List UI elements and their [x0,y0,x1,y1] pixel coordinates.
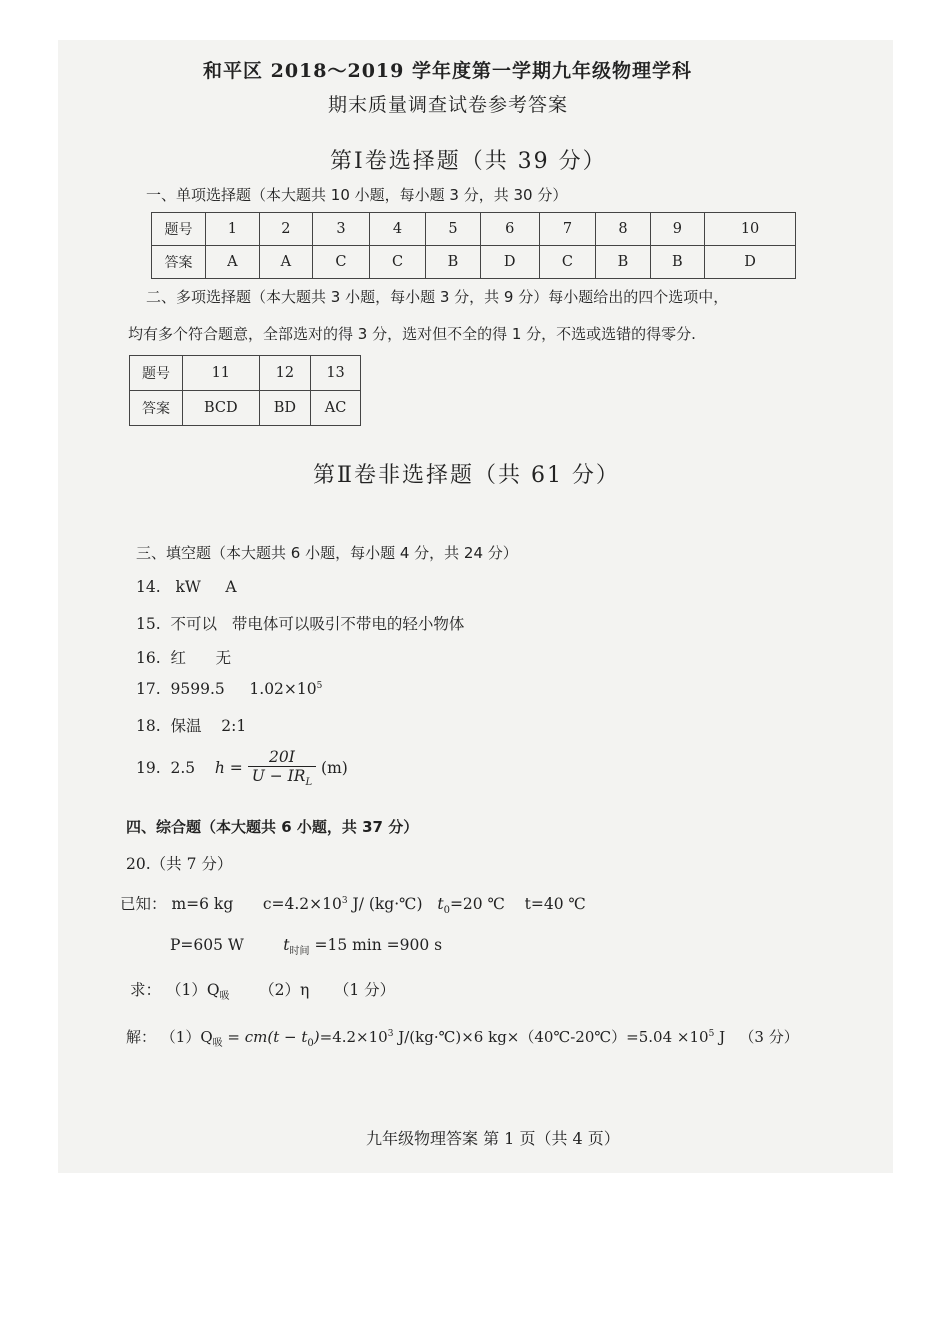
answer-text: 9599.5 [170,680,225,698]
find-label: 求： [130,981,162,999]
subscript: L [305,777,313,789]
row-label: 题号 [152,213,206,246]
answer-text: 带电体可以吸引不带电的轻小物体 [231,615,465,633]
exponent: 5 [316,680,323,691]
answer-cell: BCD [183,391,260,426]
answer-cell: B [596,246,650,279]
subscript: 0 [443,905,450,917]
answer-15 [136,612,464,634]
answer-19 [136,748,348,788]
answer-16 [136,646,231,668]
known-initial-temp: =20 ℃ [449,895,505,913]
calculation: J/(kg·℃)×6 kg×（40℃-20℃）=5.04 ×10 [393,1028,709,1046]
page-footer: 九年级物理答案 第 1 页（共 4 页） [366,1129,620,1148]
question-number: 12 [259,356,310,391]
question-number: 2 [259,213,313,246]
calculation-unit: J [714,1028,726,1046]
scanned-page [58,40,893,1173]
subscript: 时间 [289,946,310,958]
title-line-1: 和平区 2018～2019 学年度第一学期九年级物理学科 [203,60,692,82]
known-mass: m=6 kg [171,895,234,913]
q20-title: 20.（共 7 分） [126,855,233,873]
q20-find [130,978,395,1002]
answer-cell: C [539,246,596,279]
part2-heading: 第Ⅱ卷非选择题（共 61 分） [313,463,620,488]
question-number: 10 [705,213,796,246]
exponent: 3 [387,1029,394,1039]
known-time: =15 min =900 s [314,936,443,954]
answer-text: 2.5 [170,759,196,778]
answer-text: kW [175,578,201,596]
formula-end: ) [313,1028,320,1046]
find-item: （2）η [259,981,310,999]
question-number: 15. [136,615,161,633]
question-number: 11 [183,356,260,391]
known-specific-heat-unit: J/ (kg·℃) [347,895,423,913]
answer-text: 保温 [170,717,202,735]
exponent: 3 [341,895,348,906]
answer-cell: B [650,246,704,279]
row-label: 题号 [130,356,183,391]
table-row [152,213,796,246]
answer-text: 红 [170,649,187,667]
subscript: 0 [307,1038,314,1049]
fraction-denominator [248,767,316,788]
answer-text: 1.02×10 [249,680,317,698]
answer-text: 不可以 [170,615,218,633]
question-number: 13 [311,356,361,391]
answer-cell: A [259,246,313,279]
known-specific-heat: c=4.2×10 [262,895,342,913]
formula: = cm(t − t [222,1028,308,1046]
single-choice-heading: 一、单项选择题（本大题共 10 小题，每小题 3 分，共 30 分） [146,186,568,204]
symbol: t [437,895,444,913]
question-number: 9 [650,213,704,246]
answer-cell: D [480,246,539,279]
calculation: =4.2×10 [319,1028,388,1046]
unit: (m) [321,759,348,778]
subscript: 吸 [212,1038,223,1049]
question-number: 19. [136,759,161,778]
score: （3 分） [739,1028,799,1046]
part1-heading: 第Ⅰ卷选择题（共 39 分） [330,149,607,174]
answer-18 [136,714,246,736]
single-choice-table [151,212,796,279]
fraction-numerator: 20I [248,748,316,767]
table-row [130,356,361,391]
solution-label: 解： [126,1028,157,1046]
solution-item: （1）Q [160,1028,213,1046]
table-row [152,246,796,279]
exponent: 5 [708,1029,715,1039]
known-final-temp: t=40 ℃ [524,895,586,913]
answer-cell: D [705,246,796,279]
answer-cell: C [369,246,426,279]
question-number: 6 [480,213,539,246]
answer-cell: B [426,246,480,279]
question-number: 14. [136,578,161,596]
answer-cell: A [206,246,260,279]
multi-choice-heading: 二、多项选择题（本大题共 3 小题，每小题 3 分，共 9 分）每小题给出的四个选项中， [146,288,729,306]
answer-14 [136,578,237,596]
fill-heading: 三、填空题（本大题共 6 小题，每小题 4 分，共 24 分） [136,544,518,562]
known-label: 已知： [120,895,167,913]
comprehensive-heading: 四、综合题（本大题共 6 小题，共 37 分） [126,818,419,836]
q20-solution [126,1026,799,1049]
answer-text: 无 [215,649,232,667]
q20-known [120,892,586,916]
question-number: 16. [136,649,161,667]
question-number: 4 [369,213,426,246]
q20-known-2 [170,936,442,957]
answer-cell: AC [311,391,361,426]
answer-cell: BD [259,391,310,426]
question-number: 7 [539,213,596,246]
answer-text: A [225,578,237,596]
symbol: t [283,936,290,954]
denominator-main: U − IR [251,767,306,785]
answer-cell: C [313,246,370,279]
fraction [248,748,316,788]
answer-17 [136,680,322,698]
multi-choice-table [129,355,361,426]
table-row [130,391,361,426]
score: （1 分） [333,981,396,999]
formula-lhs: h = [214,759,243,778]
multi-choice-rule: 均有多个符合题意，全部选对的得 3 分，选对但不全的得 1 分，不选或选错的得零分. [128,325,696,343]
question-number: 18. [136,717,161,735]
subscript: 吸 [219,991,230,1003]
title-line-2: 期末质量调查试卷参考答案 [328,94,569,116]
question-number: 1 [206,213,260,246]
row-label: 答案 [152,246,206,279]
row-label: 答案 [130,391,183,426]
known-power: P=605 W [170,936,244,954]
find-item: （1）Q [165,981,220,999]
question-number: 8 [596,213,650,246]
answer-text: 2:1 [221,717,247,735]
question-number: 3 [313,213,370,246]
question-number: 5 [426,213,480,246]
question-number: 17. [136,680,161,698]
